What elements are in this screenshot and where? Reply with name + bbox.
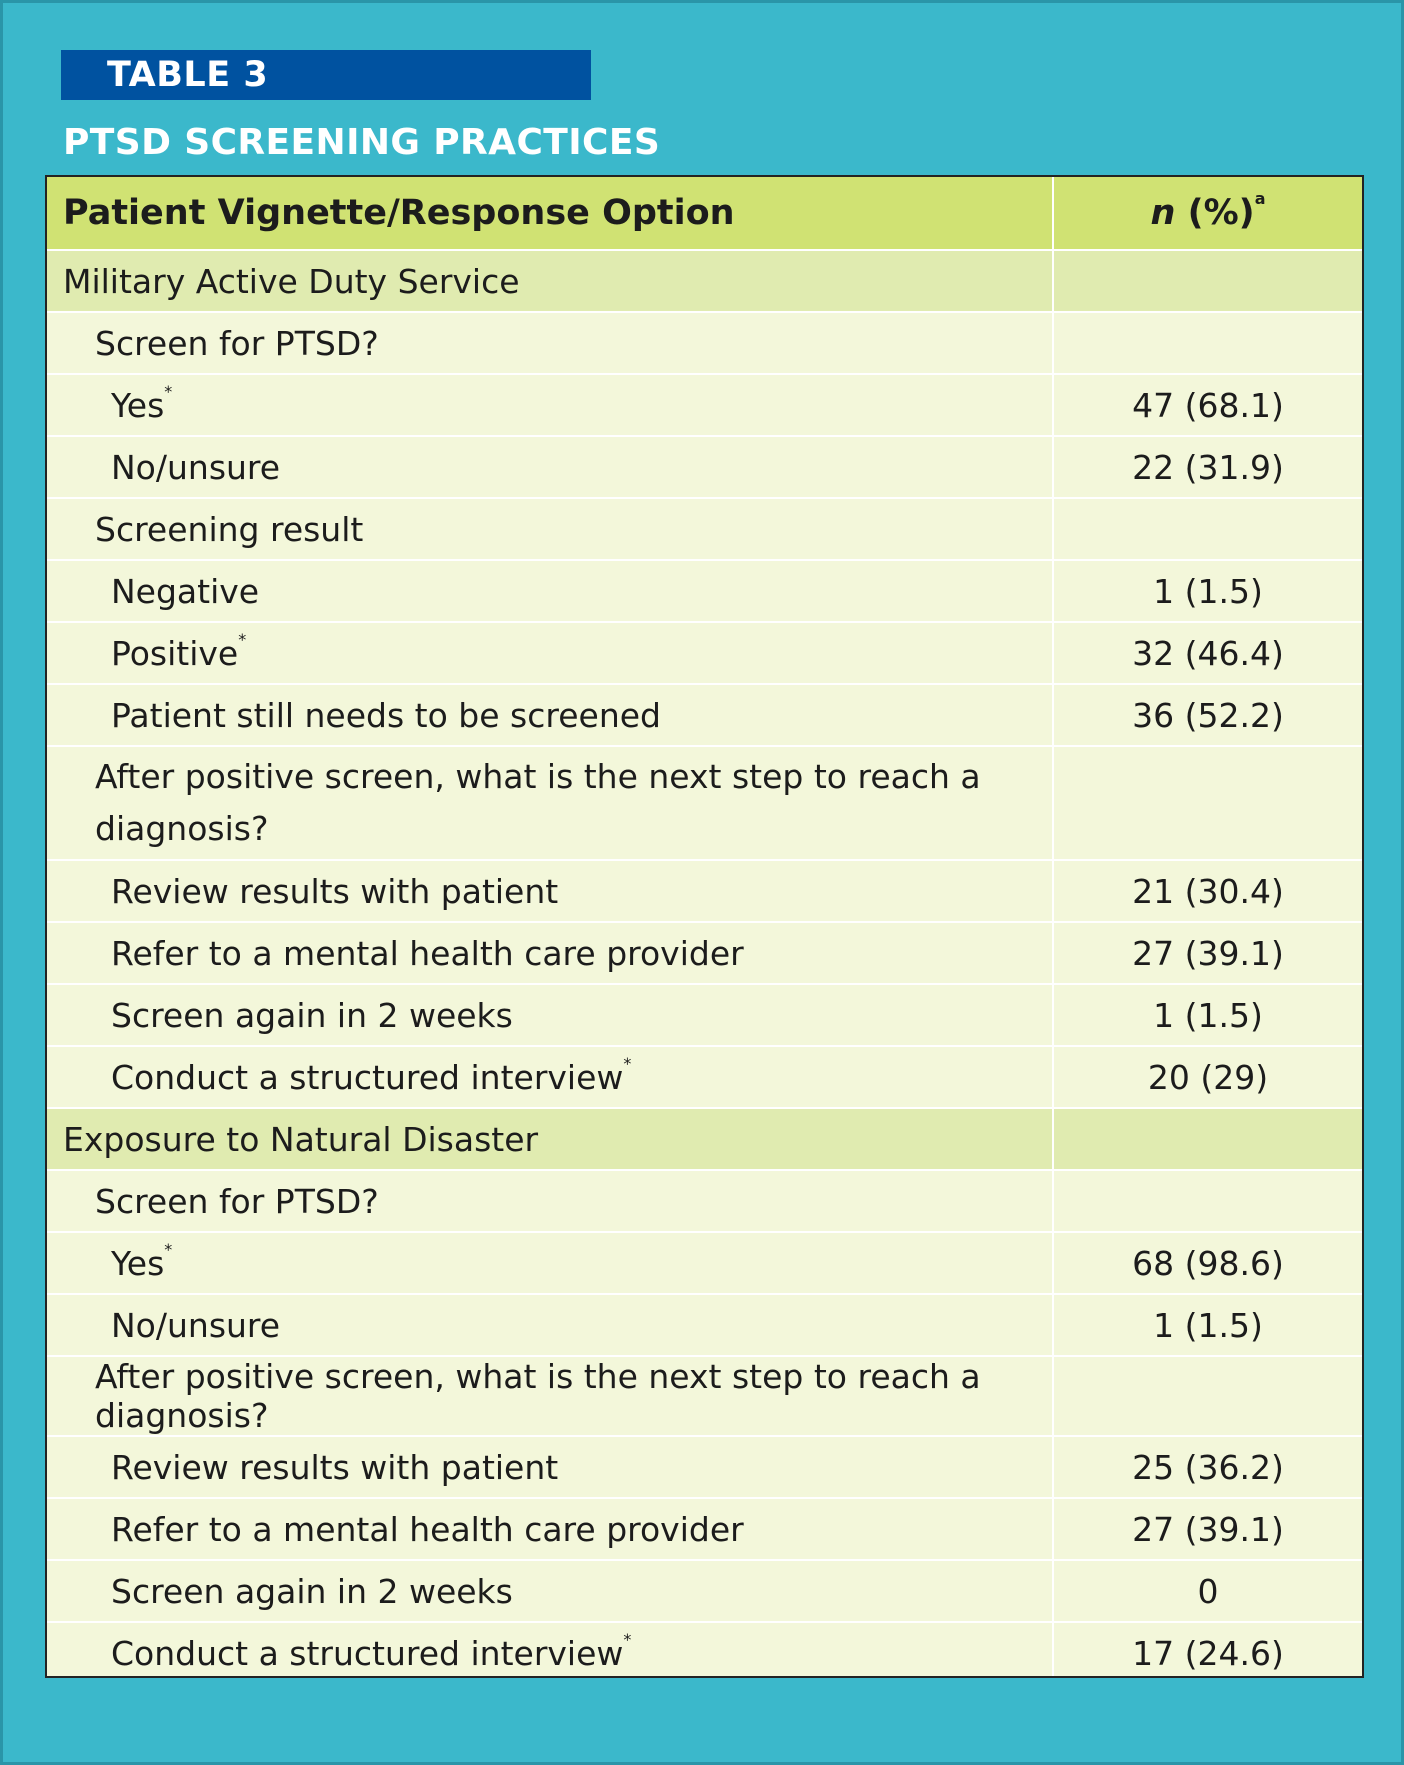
row-label-text: Screening result (95, 509, 364, 549)
table-label: TABLE 3 (107, 55, 269, 95)
row-label-text: No/unsure (111, 1305, 281, 1345)
row-label-text: Refer to a mental health care provider (111, 933, 744, 973)
row-value (1053, 1108, 1362, 1170)
header-value (1053, 177, 1362, 250)
row-value: 21 (30.4) (1053, 860, 1362, 922)
row-value: 17 (24.6) (1053, 1622, 1362, 1678)
row-label-text: After positive screen, what is the next step to reach a diagnosis? (95, 1357, 981, 1435)
table-row (47, 622, 1362, 684)
row-label-text: Negative (111, 571, 260, 611)
data-table-container (45, 175, 1364, 1678)
row-value: 47 (68.1) (1053, 374, 1362, 436)
data-table (47, 177, 1362, 1678)
table-row (47, 374, 1362, 436)
row-label (47, 1046, 1053, 1108)
row-value (1053, 312, 1362, 374)
row-value: 0 (1053, 1560, 1362, 1622)
table-row (47, 312, 1362, 374)
table-row (47, 1498, 1362, 1560)
row-value: 1 (1.5) (1053, 1294, 1362, 1356)
row-label-text: Yes (111, 1243, 165, 1283)
row-value: 25 (36.2) (1053, 1436, 1362, 1498)
row-label-text: Positive (111, 633, 239, 673)
table-row (47, 860, 1362, 922)
row-value (1053, 498, 1362, 560)
footnote-marker: * (623, 1053, 632, 1073)
row-label-text: No/unsure (111, 447, 281, 487)
header-option: Patient Vignette/Response Option (47, 177, 1053, 250)
row-label (47, 1108, 1053, 1170)
row-label-text: Refer to a mental health care provider (111, 1509, 744, 1549)
row-label-text: Patient still needs to be screened (111, 695, 661, 735)
row-label-text: Screen again in 2 weeks (111, 995, 513, 1035)
table-row (47, 560, 1362, 622)
row-label-text: Review results with patient (111, 1447, 559, 1487)
row-label (47, 1498, 1053, 1560)
table-row (47, 922, 1362, 984)
row-label (47, 1294, 1053, 1356)
row-label (47, 560, 1053, 622)
row-value (1053, 1356, 1362, 1436)
row-label (47, 922, 1053, 984)
row-value: 27 (39.1) (1053, 922, 1362, 984)
row-label (47, 1560, 1053, 1622)
row-label-text: Conduct a structured interview (111, 1057, 624, 1097)
row-value: 32 (46.4) (1053, 622, 1362, 684)
row-value (1053, 250, 1362, 312)
table-header-row (47, 177, 1362, 250)
footnote-marker: * (164, 381, 173, 401)
table-row (47, 746, 1362, 860)
row-label-text: Screen for PTSD? (95, 323, 379, 363)
table-row (47, 1294, 1362, 1356)
row-label-text: After positive screen, what is the next step to reach a diagnosis? (95, 757, 981, 848)
header-value-sup: a (1254, 189, 1266, 208)
row-label (47, 1170, 1053, 1232)
table-row (47, 1170, 1362, 1232)
row-label (47, 250, 1053, 312)
table-row (47, 1046, 1362, 1108)
section-row (47, 250, 1362, 312)
row-label (47, 1622, 1053, 1678)
table-row (47, 498, 1362, 560)
row-label-text: Screen again in 2 weeks (111, 1571, 513, 1611)
table-row (47, 436, 1362, 498)
row-label (47, 684, 1053, 746)
table-row (47, 1560, 1362, 1622)
row-value: 1 (1.5) (1053, 984, 1362, 1046)
row-label (47, 1356, 1053, 1436)
row-label (47, 1232, 1053, 1294)
row-value: 68 (98.6) (1053, 1232, 1362, 1294)
row-label-text: Conduct a structured interview (111, 1633, 624, 1673)
row-value (1053, 746, 1362, 860)
row-label (47, 498, 1053, 560)
footnote-marker: * (164, 1239, 173, 1259)
table-row (47, 1622, 1362, 1678)
row-label-text: Yes (111, 385, 165, 425)
table-row (47, 1436, 1362, 1498)
row-label-text: Military Active Duty Service (63, 261, 520, 301)
footnote-marker: * (238, 629, 247, 649)
table-label-box (61, 50, 591, 100)
table-body (47, 250, 1362, 1678)
section-row (47, 1108, 1362, 1170)
row-label (47, 622, 1053, 684)
table-title: PTSD SCREENING PRACTICES (63, 122, 661, 163)
header-value-rest: (%) (1175, 193, 1255, 233)
row-value (1053, 1170, 1362, 1232)
row-label (47, 746, 1053, 860)
table-row (47, 1232, 1362, 1294)
row-value: 20 (29) (1053, 1046, 1362, 1108)
row-label (47, 374, 1053, 436)
row-value: 1 (1.5) (1053, 560, 1362, 622)
header-value-italic: n (1150, 193, 1176, 233)
table-row (47, 984, 1362, 1046)
row-label (47, 984, 1053, 1046)
row-label (47, 436, 1053, 498)
footnote-marker: * (623, 1629, 632, 1649)
row-label (47, 1436, 1053, 1498)
row-value: 36 (52.2) (1053, 684, 1362, 746)
table-row (47, 1356, 1362, 1436)
row-label-text: Exposure to Natural Disaster (63, 1119, 539, 1159)
table-row (47, 684, 1362, 746)
row-value: 22 (31.9) (1053, 436, 1362, 498)
row-label (47, 860, 1053, 922)
row-label-text: Review results with patient (111, 871, 559, 911)
row-label-text: Screen for PTSD? (95, 1181, 379, 1221)
row-value: 27 (39.1) (1053, 1498, 1362, 1560)
row-label (47, 312, 1053, 374)
